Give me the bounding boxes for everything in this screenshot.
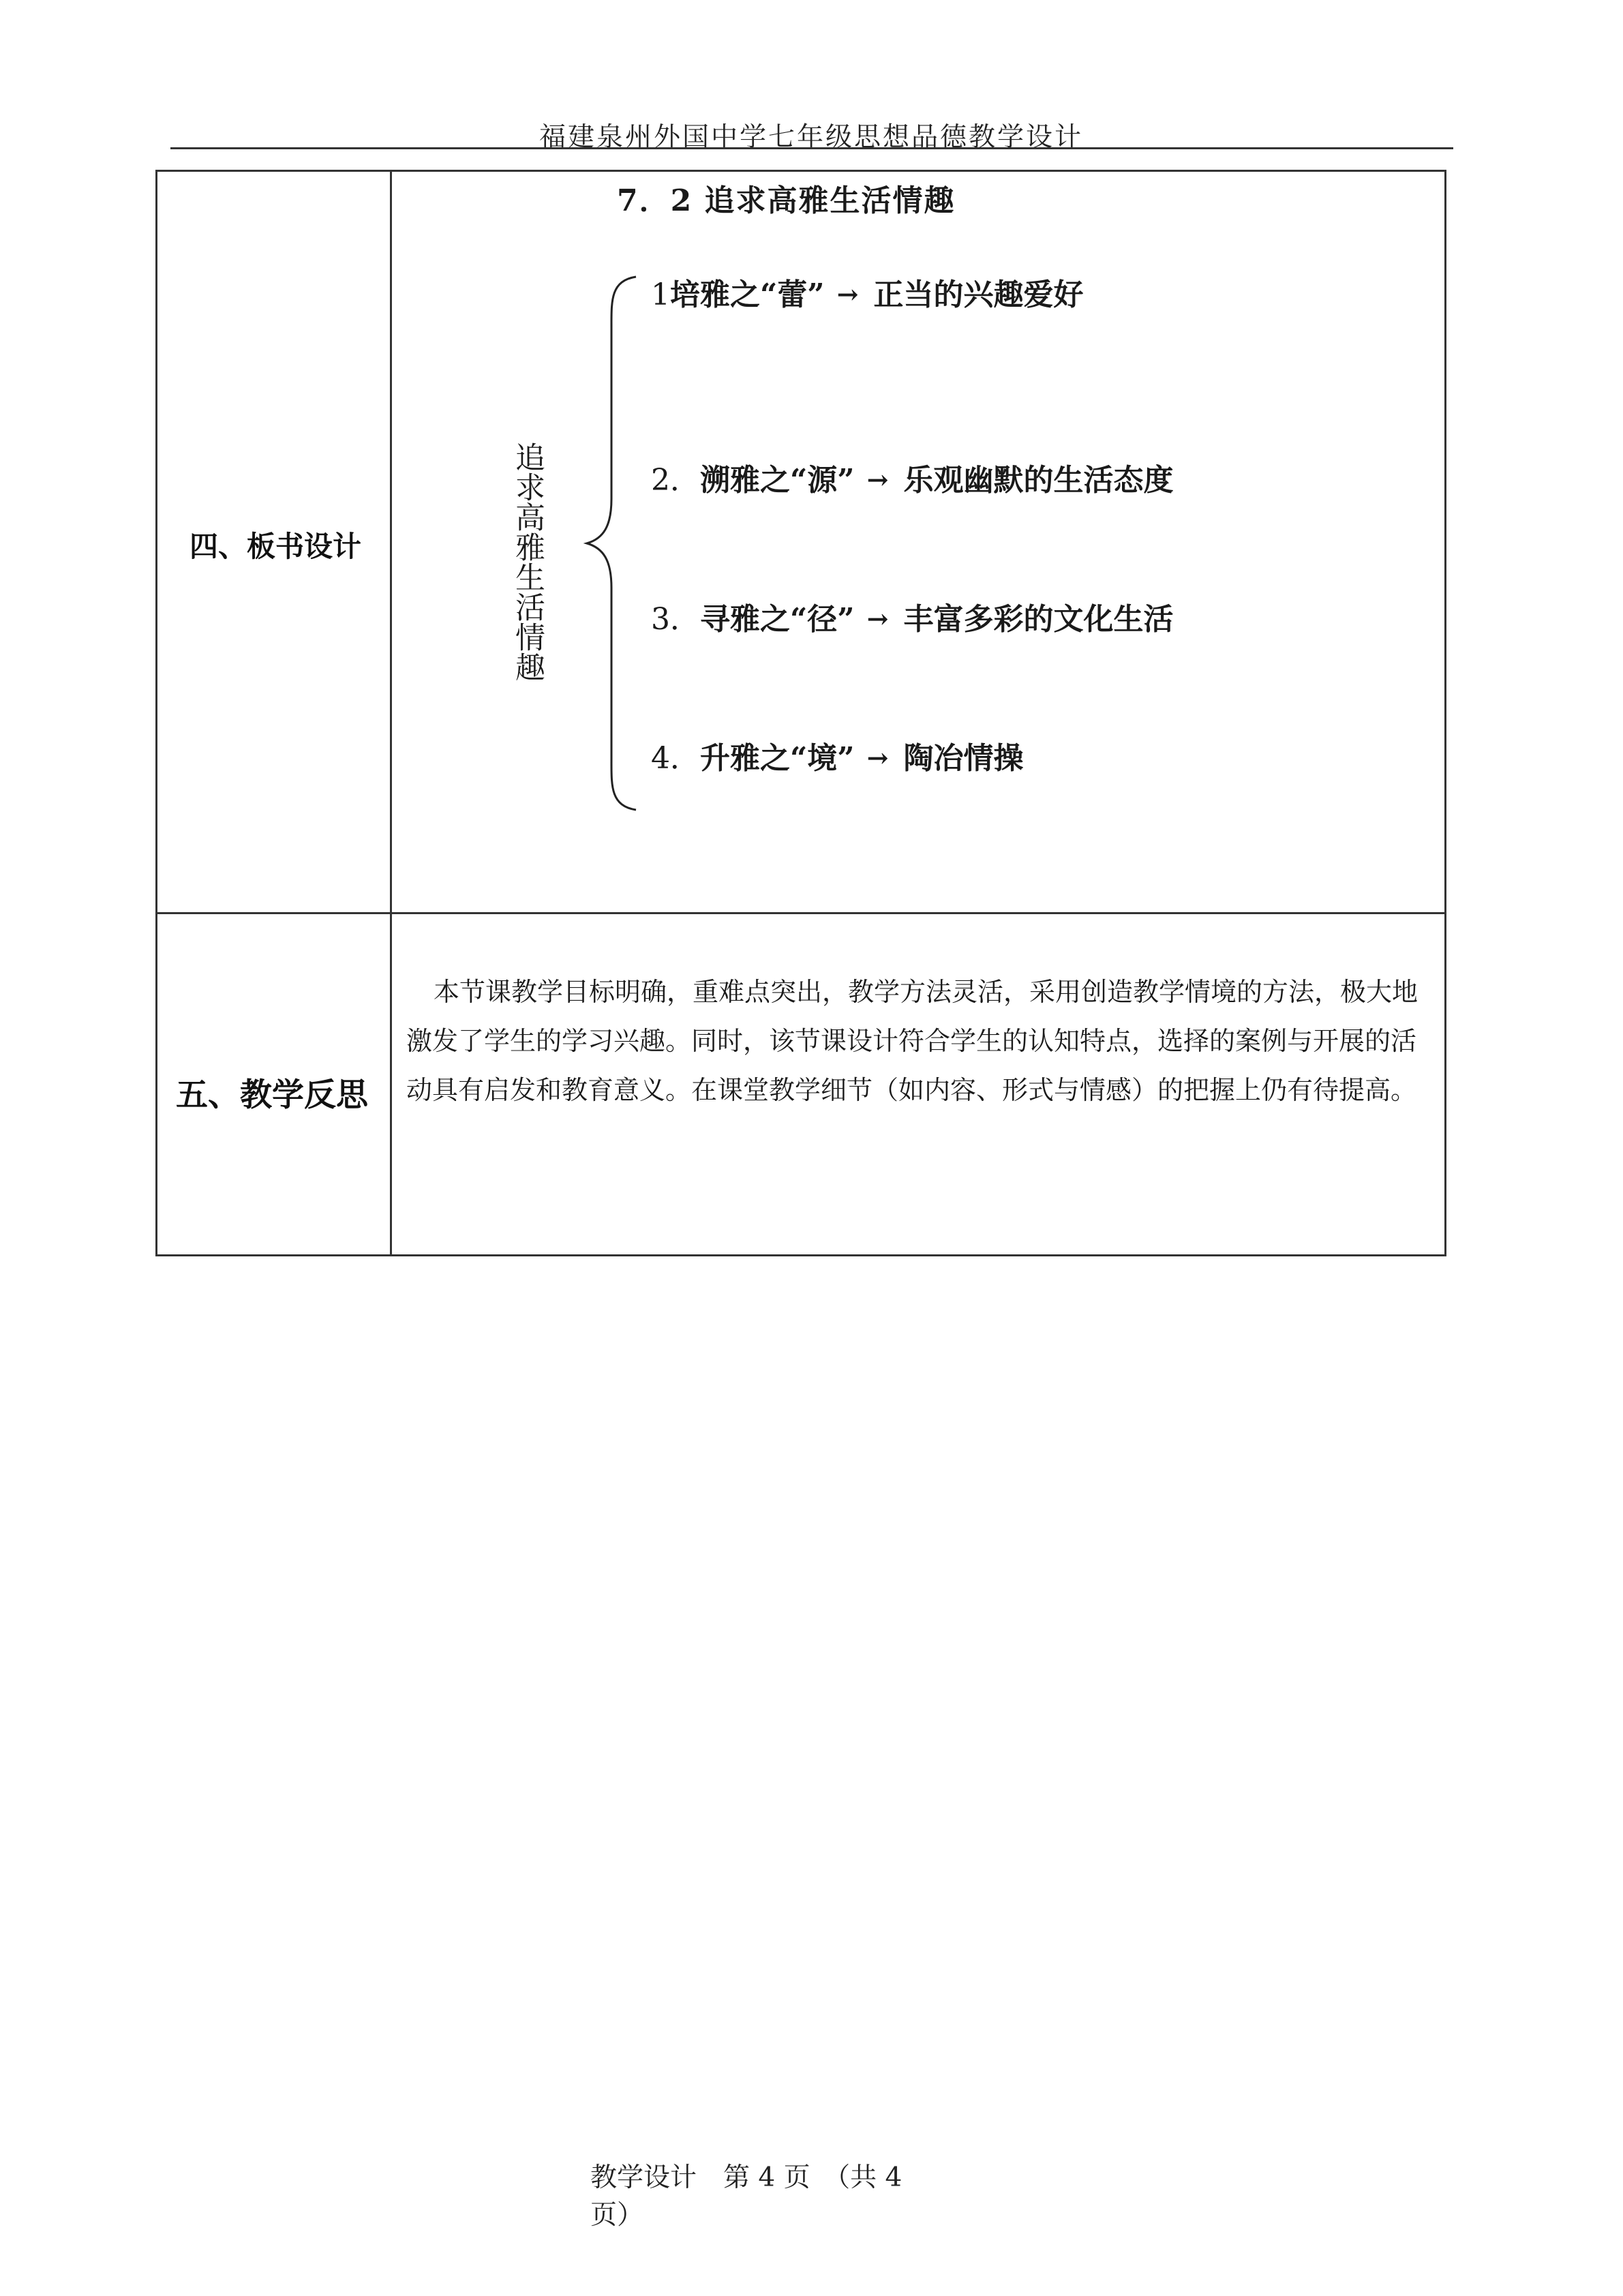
arrow-icon: → (866, 464, 889, 495)
arrow-icon: → (866, 603, 889, 634)
board-item-result: 正当的兴趣爱好 (873, 277, 1084, 312)
board-title: 7．2 追求高雅生活情趣 (617, 183, 956, 218)
lesson-plan-table (155, 170, 1446, 1256)
board-item-4 (651, 734, 1023, 777)
board-item-number: 4． (651, 741, 700, 776)
board-item-topic: 升雅之“境” (700, 741, 855, 776)
board-item-result: 丰富多彩的文化生活 (903, 602, 1174, 637)
teaching-reflection-label: 五、教学反思 (176, 1076, 368, 1114)
board-item-3 (651, 594, 1173, 638)
board-item-topic: 培雅之“蕾” (670, 277, 825, 312)
board-design-label: 四、板书设计 (189, 530, 362, 563)
header-divider (170, 147, 1453, 149)
teaching-reflection-text: 本节课教学目标明确，重难点突出，教学方法灵活，采用创造教学情境的方法，极大地激发了学生的学习兴趣。同时，该节课设计符合学生的认知特点，选择的案例与开展的活动具有启发和教育意义。在课堂教学细节（如内容、形式与情感）的把握上仍有待提高。 (406, 977, 1419, 1105)
board-item-number: 1 (651, 277, 670, 312)
board-item-topic: 溯雅之“源” (700, 463, 855, 498)
page-footer-line-2: 页） (590, 2200, 644, 2231)
board-item-number: 3． (651, 602, 700, 637)
board-vertical-label: 追求高雅生活情趣 (510, 442, 545, 682)
curly-brace (583, 274, 637, 813)
arrow-icon: → (866, 742, 889, 773)
arrow-icon: → (836, 279, 859, 309)
page-footer-line-1: 教学设计 第 4 页 （共 4 (590, 2162, 902, 2193)
board-item-topic: 寻雅之“径” (700, 602, 855, 637)
table-row-divider (155, 912, 1446, 914)
board-item-2 (651, 455, 1173, 499)
board-item-result: 乐观幽默的生活态度 (903, 463, 1174, 498)
board-item-number: 2． (651, 463, 700, 498)
page-header-title: 福建泉州外国中学七年级思想品德教学设计 (539, 122, 1083, 153)
table-column-divider (390, 170, 392, 1256)
board-item-result: 陶冶情操 (903, 741, 1024, 776)
board-item-1 (651, 270, 1083, 314)
